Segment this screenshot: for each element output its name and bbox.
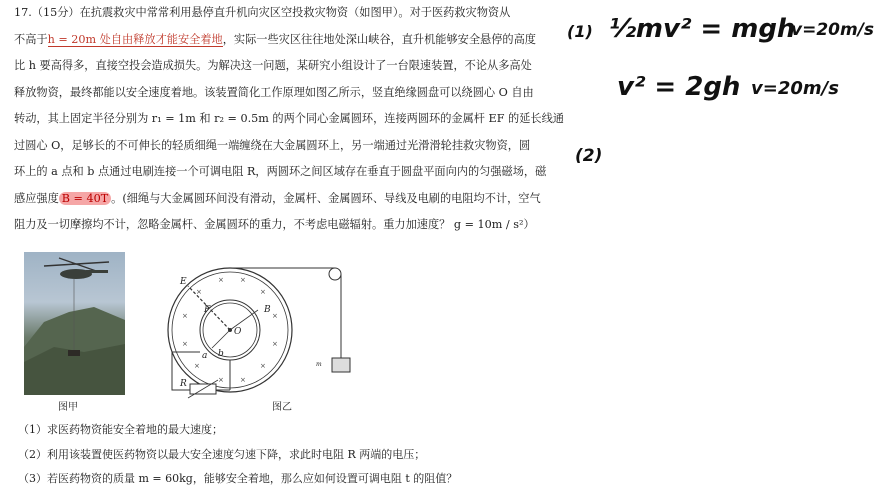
device-diagram xyxy=(160,262,360,402)
note-q1-label: (1) xyxy=(567,22,593,41)
svg-text:×: × xyxy=(240,376,246,384)
problem-line-1: 17.（15分）在抗震救灾中常常利用悬停直升机向灾区空投救灾物资（如图甲）。对于医药救灾物资从 xyxy=(14,6,511,19)
svg-text:×: × xyxy=(272,312,278,320)
photo-caption: 图甲 xyxy=(58,402,78,413)
note-equation-2: v² = 2gh xyxy=(617,72,741,102)
note-result-2: v=20m/s xyxy=(751,78,839,99)
problem-line-4: 释放物资，最终都能以安全速度着地。该装置简化工作原理如图乙所示，竖直绝缘圆盘可以绕圆心 O 自由 xyxy=(14,85,534,99)
problem-line-3: 比 h 要高得多，直接空投会造成损失。为解决这一问题，某研究小组设计了一台限速装置，不论从多高处 xyxy=(14,59,532,72)
problem-line-8: 感应强度 B = 40T 。(细绳与大金属圆环间没有滑动，金属杆、金属圆环、导线及电刷的电阻均不计，空气 xyxy=(14,191,541,205)
question-2: （2）利用该装置使医药物资以最大安全速度匀速下降，求此时电阻 R 两端的电压； xyxy=(18,447,426,461)
label-e: E xyxy=(180,277,187,287)
diagram-caption: 图乙 xyxy=(272,402,292,413)
problem-line-9: 阻力及一切摩擦均不计，忽略金属杆、金属圆环的重力，不考虑电磁辐射。重力加速度？ g = 10m / s²） xyxy=(14,218,535,231)
handwritten-notes xyxy=(565,0,874,486)
note-equation-1: ½mv² = mgh xyxy=(609,14,796,44)
svg-text:×: × xyxy=(260,288,266,296)
label-m: m xyxy=(316,361,322,368)
label-o: O xyxy=(234,327,242,337)
question-1: （1）求医药物资能安全着地的最大速度； xyxy=(18,423,223,436)
helicopter-illustration xyxy=(24,252,125,395)
svg-text:×: × xyxy=(218,376,224,384)
note-result-1: v=20m/s xyxy=(791,20,874,40)
label-a: a xyxy=(202,351,208,361)
problem-line-6: 过圆心 O，足够长的不可伸长的轻质细绳一端缠绕在大金属圆环上，另一端通过光滑滑轮挂救灾物资，圆 xyxy=(14,138,531,152)
label-b-field: B xyxy=(264,305,271,315)
label-b: b xyxy=(218,349,224,359)
svg-text:×: × xyxy=(240,276,246,284)
pulley xyxy=(329,268,341,280)
problem-line-2: 不高于h = 20m 处自由释放才能安全着地，实际一些灾区往往地处深山峡谷，直升机能够安全悬停的高度 xyxy=(14,32,536,46)
helicopter-photo xyxy=(24,252,125,395)
svg-text:×: × xyxy=(218,276,224,284)
note-q2-label: (2) xyxy=(575,146,603,166)
question-3: （3）若医药物资的质量 m = 60kg，能够安全着地，那么应如何设置可调电阻 t 的阻值？ xyxy=(18,472,458,485)
svg-text:×: × xyxy=(194,362,200,370)
label-r: R xyxy=(180,379,187,389)
problem-text xyxy=(14,0,564,239)
svg-text:×: × xyxy=(272,340,278,348)
problem-line-7: 环上的 a 点和 b 点通过电刷连接一个可调电阻 R，两圆环之间区域存在垂直于圆盘平面向内的匀强磁场，磁 xyxy=(14,165,547,178)
highlight-field-strength: B = 40T xyxy=(59,192,111,205)
svg-text:×: × xyxy=(182,340,188,348)
problem-line-5: 转动，其上固定半径分别为 r₁ = 1m 和 r₂ = 0.5m 的两个同心金属圆环，连接两圆环的金属杆 EF 的延长线通 xyxy=(14,112,564,125)
label-f: F xyxy=(204,305,211,315)
supply-mass xyxy=(332,358,350,372)
svg-text:×: × xyxy=(260,362,266,370)
highlight-height: h = 20m 处自由释放才能安全着地 xyxy=(47,32,223,46)
svg-text:×: × xyxy=(196,288,202,296)
questions xyxy=(18,418,457,492)
svg-text:×: × xyxy=(182,312,188,320)
